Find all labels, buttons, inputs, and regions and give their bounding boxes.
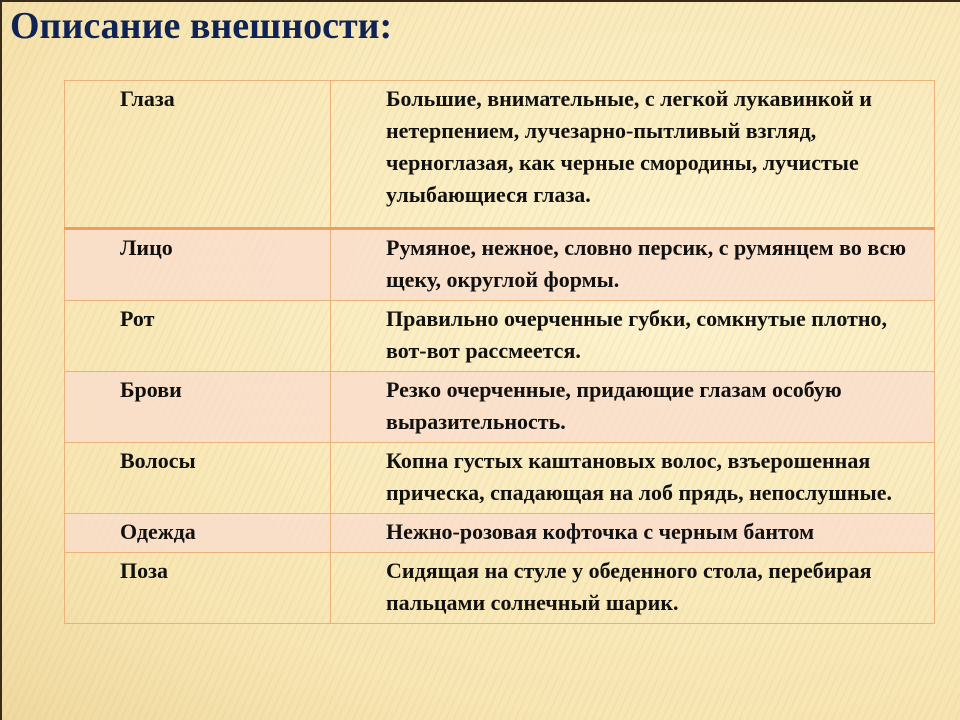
- table-row: [65, 301, 935, 372]
- feature-cell: Рот: [65, 301, 331, 372]
- appearance-table: [64, 80, 935, 624]
- description-cell: Большие, внимательные, с легкой лукавинкой и нетерпением, лучезарно-пытливый взгляд, черноглазая, как черные смородины, лучистые улыбающиеся глаза.: [331, 81, 935, 229]
- feature-cell: Лицо: [65, 229, 331, 301]
- feature-cell: Глаза: [65, 81, 331, 229]
- description-cell: Копна густых каштановых волос, взъерошенная прическа, спадающая на лоб прядь, непослушные.: [331, 443, 935, 514]
- description-cell: Румяное, нежное, словно персик, с румянцем во всю щеку, округлой формы.: [331, 229, 935, 301]
- feature-cell: Поза: [65, 553, 331, 624]
- description-cell: Сидящая на стуле у обеденного стола, перебирая пальцами солнечный шарик.: [331, 553, 935, 624]
- table-row: [65, 372, 935, 443]
- description-cell: Нежно-розовая кофточка с черным бантом: [331, 514, 935, 553]
- table-row: [65, 443, 935, 514]
- feature-cell: Волосы: [65, 443, 331, 514]
- table-row: [65, 553, 935, 624]
- description-cell: Правильно очерченные губки, сомкнутые плотно, вот-вот рассмеется.: [331, 301, 935, 372]
- feature-cell: Брови: [65, 372, 331, 443]
- slide-title: Описание внешности:: [10, 5, 393, 47]
- table-row: [65, 229, 935, 301]
- feature-cell: Одежда: [65, 514, 331, 553]
- description-cell: Резко очерченные, придающие глазам особую выразительность.: [331, 372, 935, 443]
- table-row: [65, 514, 935, 553]
- table-row: [65, 81, 935, 229]
